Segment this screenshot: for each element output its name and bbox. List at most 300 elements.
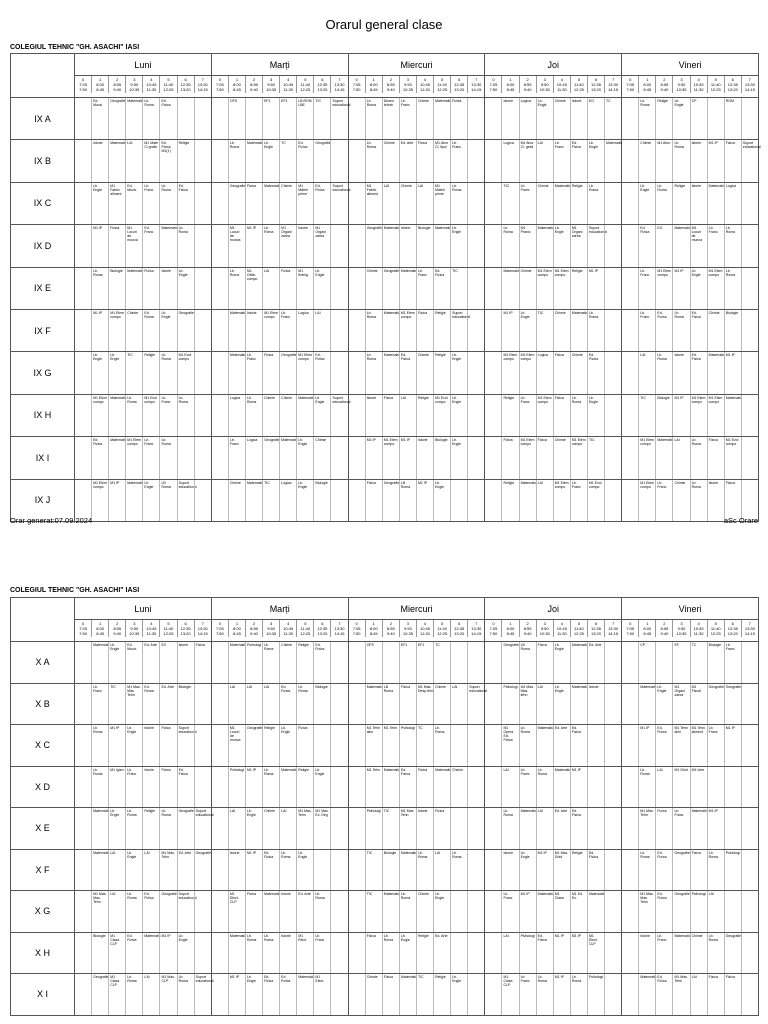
lesson-subject: Psihologi <box>366 809 381 813</box>
lesson-subject: Lb. Engle <box>588 141 598 150</box>
lesson-slot <box>228 437 245 478</box>
slot-strip <box>485 808 621 849</box>
lesson-slot <box>638 98 655 139</box>
lesson-slot <box>433 352 450 393</box>
lesson-subject: TIC <box>264 480 270 485</box>
day-cell <box>348 267 485 309</box>
lesson-slot <box>313 725 330 766</box>
slot-strip <box>349 183 485 224</box>
lesson-slot <box>159 352 176 393</box>
lesson-slot <box>604 98 621 139</box>
lesson-slot <box>313 183 330 224</box>
lesson-slot <box>604 933 621 974</box>
slot-strip <box>349 891 485 932</box>
timetable-1 <box>10 53 759 522</box>
period-end: 10:35 <box>129 87 140 93</box>
lesson-slot <box>485 352 501 393</box>
period-start: 12:35 <box>180 626 191 632</box>
slot-strip <box>75 352 211 393</box>
lesson-slot <box>91 933 108 974</box>
lesson-slot <box>296 98 313 139</box>
lesson-subject: LB Roma <box>520 643 530 651</box>
lesson-subject: M1 IP <box>571 767 582 772</box>
lesson-subject: Fizica <box>161 767 171 772</box>
lesson-subject: Lb. Franc <box>520 975 530 983</box>
period-end: 9:40 <box>113 87 122 93</box>
lesson-slot <box>91 437 108 478</box>
lesson-slot <box>194 225 211 266</box>
lesson-slot <box>416 395 433 436</box>
lesson-subject: EG <box>588 99 595 103</box>
lesson-subject: Lb. Franc <box>417 268 427 277</box>
lesson-subject: Fizica <box>246 892 257 896</box>
lesson-slot <box>125 891 142 932</box>
period-number: 3 <box>406 77 410 82</box>
lesson-subject: M1 Igien <box>110 767 124 772</box>
period-number: 0 <box>629 77 632 82</box>
period-number: 5 <box>167 77 170 82</box>
lesson-slot <box>655 480 672 521</box>
lesson-subject: M1 Elem compo <box>503 353 518 362</box>
period-end: 13:20 <box>317 631 328 637</box>
lesson-slot <box>296 140 313 181</box>
day-cell <box>348 140 485 182</box>
lesson-slot <box>91 480 108 521</box>
lesson-subject: Lb. Engle <box>640 183 650 192</box>
period-header <box>211 76 348 98</box>
lesson-slot <box>399 974 416 1015</box>
lesson-slot <box>382 891 399 932</box>
period-end: 14:15 <box>471 87 482 93</box>
period-end: 7:50 <box>79 87 87 93</box>
lesson-subject: TC <box>435 643 440 647</box>
lesson-slot <box>655 140 672 181</box>
period-end: 7:50 <box>215 87 224 93</box>
lesson-slot <box>519 891 536 932</box>
lesson-slot <box>330 352 347 393</box>
day-cell <box>622 766 759 808</box>
period-start: 11:40 <box>163 626 174 632</box>
period-number: 4 <box>560 621 563 626</box>
slot-strip <box>212 725 348 766</box>
lesson-subject: EV <box>161 643 167 647</box>
lesson-slot <box>536 310 553 351</box>
lesson-subject: M1 IP <box>229 975 240 979</box>
lesson-subject: Ed. Muzic <box>127 643 137 651</box>
lesson-subject: Biologie <box>93 933 106 938</box>
slot-strip <box>212 352 348 393</box>
lesson-slot <box>159 437 176 478</box>
lesson-subject: Ed. Roma <box>144 310 154 319</box>
lesson-subject: Geografie <box>178 310 194 315</box>
lesson-subject: Matematic <box>537 226 554 231</box>
lesson-slot <box>536 974 553 1015</box>
lesson-slot <box>142 183 159 224</box>
lesson-slot <box>570 352 587 393</box>
lesson-subject: LAI <box>400 395 407 400</box>
period-cell <box>724 76 741 93</box>
lesson-subject: Geografie <box>178 809 194 813</box>
lesson-slot <box>296 437 313 478</box>
lesson-subject: Chimie <box>537 183 549 188</box>
lesson-slot <box>604 225 621 266</box>
lesson-subject: Lb. Engle <box>554 643 564 651</box>
lesson-slot <box>212 183 228 224</box>
lesson-slot <box>75 808 91 849</box>
lesson-slot <box>604 437 621 478</box>
lesson-subject: LAI <box>315 310 321 315</box>
lesson-slot <box>536 891 553 932</box>
day-cell <box>622 352 759 394</box>
period-end: 9:40 <box>113 631 122 637</box>
lesson-subject: Ed. Fizica <box>691 310 701 319</box>
lesson-subject: Lb. Engle <box>520 310 530 319</box>
period-end: 11:30 <box>146 631 157 637</box>
lesson-slot <box>75 183 91 224</box>
lesson-subject: Desen tehnic <box>383 99 394 107</box>
lesson-slot <box>638 891 655 932</box>
period-end: 13:20 <box>180 87 191 93</box>
period-strip <box>485 76 621 93</box>
slot-strip <box>485 310 621 351</box>
lesson-slot <box>75 268 91 309</box>
lesson-subject: Lb. Engle <box>452 395 462 404</box>
lesson-slot <box>365 850 382 891</box>
lesson-slot <box>330 98 351 139</box>
lesson-subject: Lb. Roma <box>691 480 701 489</box>
lesson-slot <box>690 974 707 1015</box>
day-cell <box>75 98 212 140</box>
lesson-subject: M1 Mas. Mas. tehn <box>520 684 534 697</box>
lesson-slot <box>570 310 587 351</box>
lesson-subject: Chimie <box>691 933 703 938</box>
lesson-subject: Lb. Roma <box>315 892 325 900</box>
lesson-slot <box>622 140 638 181</box>
lesson-subject: Lb. Roma <box>264 643 274 651</box>
lesson-subject: Lb. Roma <box>400 892 411 900</box>
day-cell <box>348 974 485 1016</box>
lesson-slot <box>228 850 245 891</box>
lesson-subject: Lb. Franc <box>520 395 530 404</box>
period-header <box>485 76 622 98</box>
lesson-subject: Biologie <box>657 395 670 400</box>
day-cell <box>622 808 759 850</box>
class-row <box>11 766 759 808</box>
lesson-slot <box>349 183 365 224</box>
period-cell <box>570 76 587 93</box>
day-cell <box>622 683 759 725</box>
day-cell <box>211 642 348 684</box>
lesson-subject: Lb. Engle <box>246 809 256 817</box>
period-end: 10:35 <box>676 631 687 637</box>
class-name: X H <box>11 932 75 974</box>
lesson-slot <box>125 225 142 266</box>
day-cell <box>348 98 485 140</box>
slot-strip <box>349 850 485 891</box>
lesson-slot <box>159 808 176 849</box>
lesson-slot <box>690 140 707 181</box>
lesson-slot <box>262 891 279 932</box>
lesson-slot <box>142 98 159 139</box>
lesson-subject: Istorie <box>366 395 377 400</box>
lesson-subject: M1 IP <box>93 310 103 315</box>
lesson-slot <box>707 480 724 521</box>
lesson-slot <box>638 684 655 725</box>
lesson-subject: Lb. Engle <box>435 480 445 489</box>
lesson-subject: Istorie <box>144 767 154 772</box>
lesson-slot <box>690 933 707 974</box>
class-name: X C <box>11 725 75 767</box>
lesson-slot <box>433 933 450 974</box>
day-cell <box>75 352 212 394</box>
lesson-slot <box>655 352 672 393</box>
slot-strip <box>622 725 758 766</box>
period-end: 7:50 <box>626 631 635 637</box>
lesson-slot <box>724 891 741 932</box>
lesson-slot <box>416 480 433 521</box>
lesson-subject: Matematic <box>435 99 452 103</box>
lesson-slot <box>553 850 570 891</box>
period-end: 11:30 <box>693 631 704 637</box>
lesson-slot <box>450 225 467 266</box>
lesson-slot <box>587 140 604 181</box>
period-cell <box>672 620 689 637</box>
lesson-subject: Lb. Franc <box>708 726 718 734</box>
class-row <box>11 808 759 850</box>
period-end: 12:25 <box>437 87 448 93</box>
lesson-subject: Chimie <box>452 767 464 772</box>
period-end: 7:50 <box>352 87 361 93</box>
lesson-slot <box>433 225 450 266</box>
period-strip <box>622 76 758 93</box>
period-cell <box>553 76 570 93</box>
lesson-slot <box>245 183 262 224</box>
lesson-slot <box>108 480 125 521</box>
lesson-subject: Lb. Franc <box>161 395 171 404</box>
lesson-subject: Psihologi <box>246 643 262 647</box>
lesson-slot <box>279 437 296 478</box>
day-cell <box>75 309 212 351</box>
period-strip <box>212 620 348 637</box>
lesson-slot <box>194 808 214 849</box>
lesson-slot <box>672 395 689 436</box>
lesson-slot <box>365 98 382 139</box>
lesson-slot <box>212 933 228 974</box>
period-cell <box>75 76 91 93</box>
lesson-subject: M1 Locuri de munca <box>229 726 241 742</box>
lesson-slot <box>399 725 416 766</box>
class-name: IX D <box>11 225 75 267</box>
lesson-slot <box>467 891 484 932</box>
lesson-slot <box>536 395 553 436</box>
period-end: 8:45 <box>643 87 652 93</box>
lesson-slot <box>262 725 279 766</box>
lesson-slot <box>467 310 484 351</box>
lesson-slot <box>604 684 621 725</box>
lesson-slot <box>690 395 707 436</box>
lesson-slot <box>349 850 365 891</box>
day-cell <box>485 98 622 140</box>
lesson-slot <box>587 642 604 683</box>
period-number: 1 <box>646 77 649 82</box>
lesson-slot <box>75 725 91 766</box>
lesson-subject: Lb. Engle <box>178 268 188 277</box>
lesson-slot <box>553 808 570 849</box>
lesson-slot <box>450 725 467 766</box>
lesson-slot <box>228 310 245 351</box>
lesson-slot <box>433 268 450 309</box>
lesson-slot <box>536 352 553 393</box>
lesson-subject: LAI <box>144 850 150 855</box>
lesson-subject: M1 Elect. CLP <box>588 933 598 946</box>
lesson-subject: Lb. Engle <box>588 395 598 404</box>
lesson-subject: M1 Clasa CLP <box>503 975 513 987</box>
lesson-slot <box>365 437 382 478</box>
period-cell <box>382 76 399 93</box>
lesson-subject: Ed. Arte <box>178 850 192 855</box>
lesson-slot <box>724 395 741 436</box>
lesson-slot <box>622 352 638 393</box>
lesson-subject: Istorie <box>503 850 514 855</box>
lesson-slot <box>724 268 741 309</box>
lesson-slot <box>279 933 296 974</box>
lesson-slot <box>501 891 518 932</box>
lesson-slot <box>142 268 159 309</box>
lesson-subject: Ed. Roma <box>144 684 154 693</box>
lesson-slot <box>330 808 347 849</box>
lesson-slot <box>741 933 758 974</box>
lesson-slot <box>467 767 484 808</box>
lesson-slot <box>416 310 433 351</box>
period-cell <box>262 76 279 93</box>
lesson-subject: Matematic <box>606 141 623 146</box>
slot-strip <box>622 268 758 309</box>
lesson-subject: ROM <box>725 99 734 103</box>
lesson-subject: Fizica <box>503 438 513 443</box>
period-start: 12:35 <box>590 626 601 632</box>
period-number: 7 <box>201 621 204 626</box>
lesson-subject: M1 Evol compo <box>588 480 602 489</box>
lesson-subject: Matematic <box>554 183 571 188</box>
period-end: 7:50 <box>626 87 635 93</box>
lesson-subject: Suport educational <box>178 892 197 900</box>
lesson-slot <box>177 310 194 351</box>
lesson-subject: Fizica <box>657 809 667 813</box>
lesson-slot <box>587 98 604 139</box>
lesson-subject: LB Roma <box>383 684 394 693</box>
lesson-slot <box>519 767 536 808</box>
lesson-slot <box>672 98 689 139</box>
period-number: 6 <box>458 621 461 626</box>
lesson-subject: TIC <box>110 684 116 689</box>
class-row <box>11 891 759 933</box>
lesson-slot <box>262 850 279 891</box>
lesson-slot <box>194 725 211 766</box>
lesson-slot <box>159 725 176 766</box>
lesson-slot <box>365 808 382 849</box>
class-name: IX J <box>11 479 75 521</box>
lesson-slot <box>365 395 382 436</box>
class-row <box>11 309 759 351</box>
period-cell <box>228 76 245 93</box>
period-cell <box>330 620 347 637</box>
period-end: 8:45 <box>233 631 241 637</box>
lesson-subject: Suport educational <box>742 141 761 150</box>
lesson-subject: Suport educational <box>178 726 197 734</box>
lesson-subject: Fizica <box>725 480 735 485</box>
lesson-slot <box>501 684 518 725</box>
lesson-slot <box>690 642 707 683</box>
lesson-subject: M1 IP <box>571 933 582 938</box>
lesson-slot <box>536 98 553 139</box>
period-number: 2 <box>389 621 392 626</box>
lesson-slot <box>330 183 351 224</box>
lesson-subject: Matematic <box>571 310 589 315</box>
lesson-subject: Matematic <box>435 767 452 772</box>
lesson-subject: Biologie <box>725 310 739 315</box>
lesson-subject: Chimie <box>229 480 241 485</box>
lesson-slot <box>125 352 142 393</box>
lesson-slot <box>672 480 689 521</box>
lesson-subject: Istorie <box>246 310 257 315</box>
lesson-slot <box>212 974 228 1015</box>
period-number: 0 <box>492 621 495 626</box>
class-name: X E <box>11 808 75 850</box>
lesson-subject: Chimie <box>366 268 378 273</box>
lesson-subject: Lb. Roma <box>503 809 513 817</box>
lesson-slot <box>707 767 724 808</box>
period-number: 4 <box>287 77 290 82</box>
slot-strip <box>75 268 211 309</box>
day-cell <box>75 394 212 436</box>
lesson-slot <box>450 268 467 309</box>
lesson-subject: Lb. Roma <box>144 99 154 107</box>
lesson-subject: Fizica <box>417 310 428 315</box>
day-cell <box>622 974 759 1016</box>
period-end: 10:35 <box>676 87 687 93</box>
class-name: X D <box>11 766 75 808</box>
timetable-2 <box>10 597 759 1016</box>
lesson-slot <box>622 183 638 224</box>
lesson-slot <box>450 767 467 808</box>
lesson-slot <box>262 480 279 521</box>
day-cell <box>211 479 348 521</box>
lesson-slot <box>467 437 484 478</box>
lesson-subject: Religie <box>417 933 429 938</box>
lesson-subject: TC <box>691 643 697 647</box>
period-end: 12:25 <box>437 631 448 637</box>
period-start: 12:35 <box>590 82 601 88</box>
lesson-slot <box>349 974 365 1015</box>
lesson-slot <box>125 767 142 808</box>
lesson-slot <box>570 183 587 224</box>
lesson-subject: Istorie <box>400 226 411 231</box>
lesson-slot <box>553 140 570 181</box>
lesson-subject: Ed. Arte <box>588 643 602 647</box>
period-number: 2 <box>663 621 666 626</box>
lesson-slot <box>536 183 553 224</box>
lesson-slot <box>416 225 433 266</box>
lesson-slot <box>365 891 382 932</box>
period-cell <box>125 620 142 637</box>
lesson-slot <box>296 310 313 351</box>
lesson-subject: Matematic <box>520 809 537 813</box>
slot-strip <box>75 183 211 224</box>
lesson-subject: Lb. Franc <box>400 99 410 107</box>
lesson-slot <box>91 850 108 891</box>
period-end: 10:35 <box>266 631 277 637</box>
lesson-subject: Lb. Engle <box>452 353 462 362</box>
